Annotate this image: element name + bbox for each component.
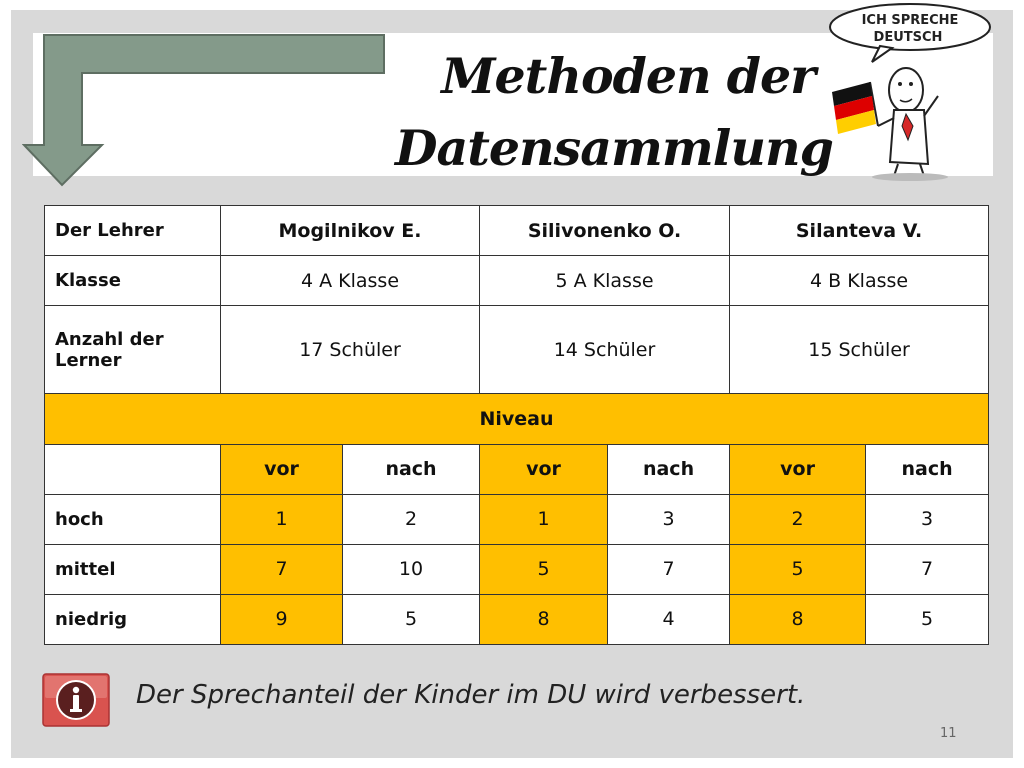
table-row-level-header <box>45 394 989 444</box>
page-number: 11 <box>940 726 957 741</box>
table-cell: 5 <box>730 544 866 594</box>
table-cell: 15 Schüler <box>730 306 989 394</box>
down-left-arrow-icon <box>22 33 392 188</box>
empty-cell <box>45 444 221 494</box>
bubble-line-1: ICH SPRECHE <box>861 13 959 28</box>
table-row-level-low <box>45 594 989 644</box>
table-cell: 10 <box>343 544 480 594</box>
info-icon[interactable] <box>42 673 110 727</box>
table-cell: 7 <box>866 544 989 594</box>
table-row-phases <box>45 444 989 494</box>
row-label: Klasse <box>45 256 221 306</box>
mascot-figure <box>820 2 1000 182</box>
table-cell: 1 <box>480 494 608 544</box>
table-cell: 2 <box>730 494 866 544</box>
table-cell: 5 A Klasse <box>480 256 730 306</box>
table-cell: 7 <box>608 544 730 594</box>
table-cell: 17 Schüler <box>221 306 480 394</box>
german-flag-icon <box>832 82 876 134</box>
table-row-teacher <box>45 206 989 256</box>
table-cell: 1 <box>221 494 343 544</box>
table-cell: 5 <box>343 594 480 644</box>
table-cell: 2 <box>343 494 480 544</box>
table-cell: 7 <box>221 544 343 594</box>
row-label: Der Lehrer <box>45 206 221 256</box>
title-line-1: Methoden der <box>441 47 815 105</box>
table-cell: 3 <box>866 494 989 544</box>
table-cell: 5 <box>480 544 608 594</box>
bubble-line-2: DEUTSCH <box>873 30 943 45</box>
footer-text: Der Sprechanteil der Kinder im DU wird verbessert. <box>136 680 806 710</box>
table-cell: 9 <box>221 594 343 644</box>
row-label: niedrig <box>45 594 221 644</box>
table-row-level-mid <box>45 544 989 594</box>
table-cell: 4 B Klasse <box>730 256 989 306</box>
phase-header: nach <box>866 444 989 494</box>
page-title <box>395 40 833 184</box>
table-row-level-high <box>45 494 989 544</box>
phase-header: vor <box>730 444 866 494</box>
table-row-count <box>45 306 989 394</box>
table-cell: 4 A Klasse <box>221 256 480 306</box>
table-cell: 4 <box>608 594 730 644</box>
row-label: Anzahl der Lerner <box>45 306 221 394</box>
table-cell: Silivonenko O. <box>480 206 730 256</box>
table-cell: Mogilnikov E. <box>221 206 480 256</box>
row-label: hoch <box>45 494 221 544</box>
table-cell: 3 <box>608 494 730 544</box>
table-cell: 8 <box>730 594 866 644</box>
title-line-2: Datensammlung <box>395 119 833 177</box>
phase-header: vor <box>480 444 608 494</box>
table-cell: 8 <box>480 594 608 644</box>
table-cell: 5 <box>866 594 989 644</box>
row-label: mittel <box>45 544 221 594</box>
phase-header: nach <box>343 444 480 494</box>
data-table <box>44 205 989 645</box>
table-cell: 14 Schüler <box>480 306 730 394</box>
level-header: Niveau <box>45 394 989 444</box>
table-cell: Silanteva V. <box>730 206 989 256</box>
phase-header: nach <box>608 444 730 494</box>
table-row-class <box>45 256 989 306</box>
phase-header: vor <box>221 444 343 494</box>
